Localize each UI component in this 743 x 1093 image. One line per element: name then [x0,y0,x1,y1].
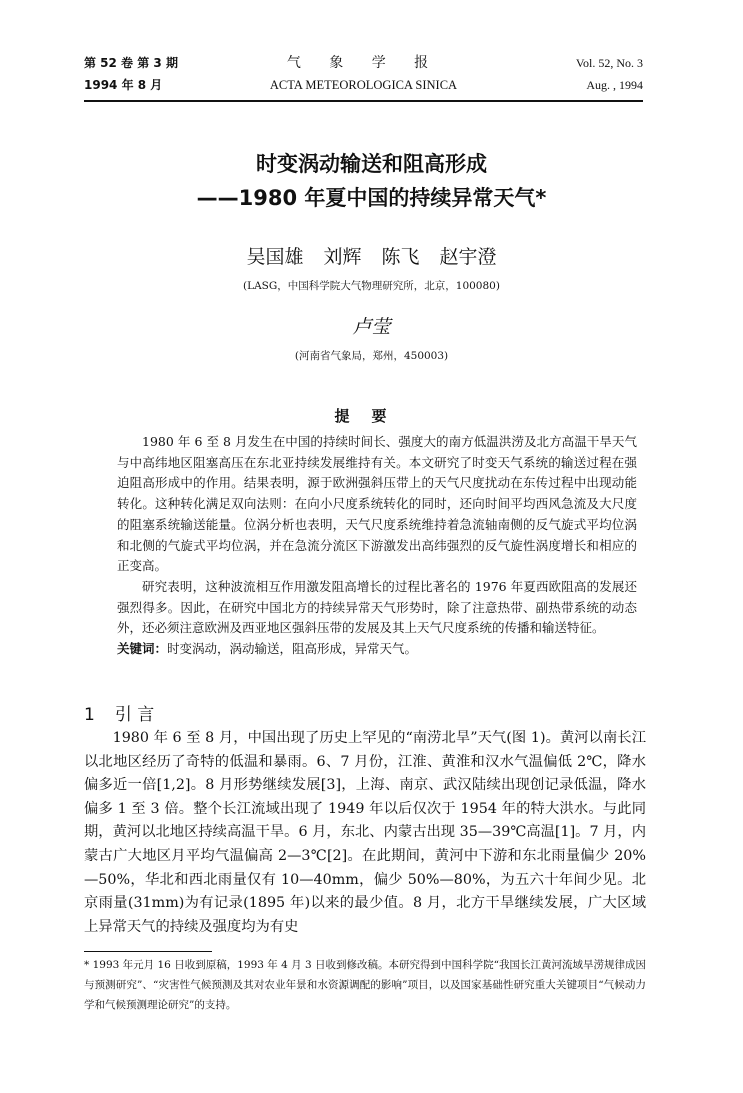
running-header [84,52,643,98]
volume-en: Vol. 52, No. 3 [575,56,643,70]
keywords-text: 时变涡动，涡动输送，阻高形成，异常天气。 [167,641,418,657]
keywords [117,639,637,660]
journal-title-en: ACTA METEOROLOGICA SINICA [269,78,458,92]
author-list: 吴国雄 刘辉 陈飞 赵宇澄 [246,246,497,268]
abstract [117,432,637,660]
footnote-rule [84,951,212,952]
author-2: 卢莹 [352,316,391,338]
section-number: 1 [84,705,95,725]
footnote: * 1993 年元月 16 日收到原稿，1993 年 4 月 3 日收到修改稿。本研究得到中国科学院“我国长江黄河流域旱涝规律成因与预测研究”、“灾害性气候预测及其对农业年景和水资源调配的影响”项目，以及国家基础性研究重大关键项目“气候动力学和气候预测理论研究”的支持。 [84,959,646,1011]
abstract-heading: 提要 [334,407,409,425]
date-cn: 1994 年 8 月 [84,78,163,92]
header-right [576,52,643,96]
header-rule [84,100,643,102]
section-heading [84,700,174,725]
introduction [84,727,646,939]
intro-paragraph: 1980 年 6 至 8 月，中国出现了历史上罕见的“南涝北旱”天气(图 1)。黄河以南长江以北地区经历了奇特的低温和暴雨。6、7 月份，江淮、黄淮和汉水气温偏低 2℃，降水偏多近一倍[1,2]。8 月形势继续发展[3]，上海、南京、武汉陆续出现创记录低温，降水偏多 1 至 3 倍。整个长江流域出现了 1949 年以后仅次于 1954 年的特大洪水。与此同期，黄河以北地区持续高温干旱。6 月，东北、内蒙古出现 35—39℃高温[1]。7 月，内蒙古广大地区月平均气温偏高 2—3℃[2]。在此期间，黄河中下游和东北雨量偏少 20%—50%，华北和西北雨量仅有 10—40mm，偏少 50%—80%，为五六十年间少见。北京雨量(31mm)为有记录(1895 年)以来的最少值。8 月，北方干旱继续发展，广大区域上异常天气的持续及强度均为有史 [84,730,646,935]
keywords-label: 关键词： [117,641,168,657]
journal-title-cn: 气 象 学 报 [286,55,441,71]
volume-issue: 第 52 卷 第 3 期 [84,56,178,70]
paper-title: 时变涡动输送和阻高形成 [256,152,487,176]
section-title: 引 言 [114,705,155,725]
paper-subtitle: ——1980 年夏中国的持续异常天气* [196,186,547,210]
header-center [84,52,643,96]
abstract-paragraph-2: 研究表明，这种波流相互作用激发阻高增长的过程比著名的 1976 年夏西欧阻高的发展还强烈得多。因此，在研究中国北方的持续异常天气形势时，除了注意热带、副热带系统的动态外，还必须注意欧洲及西亚地区强斜压带的发展及其上天气尺度系统的传播和输送特征。 [117,578,637,636]
affiliation-1: (LASG，中国科学院大气物理研究所，北京，100080) [243,280,500,292]
abstract-paragraph-1: 1980 年 6 至 8 月发生在中国的持续时间长、强度大的南方低温洪涝及北方高温干旱天气与中高纬地区阻塞高压在东北亚持续发展维持有关。本文研究了时变天气系统的输送过程在强迫阻高形成中的作用。结果表明，源于欧洲强斜压带上的天气尺度扰动在东传过程中出现动能转化。这种转化满足双向法则：在向小尺度系统转化的同时，还向时间平均西风急流及大尺度的阻塞系统输送能量。位涡分析也表明，天气尺度系统维持着急流轴南侧的反气旋式平均位涡和北侧的气旋式平均位涡，并在急流分流区下游激发出高纬强烈的反气旋性涡度增长和相应的正变高。 [117,434,637,574]
affiliation-2: (河南省气象局，郑州，450003) [294,350,449,362]
date-en: Aug. , 1994 [586,78,643,92]
